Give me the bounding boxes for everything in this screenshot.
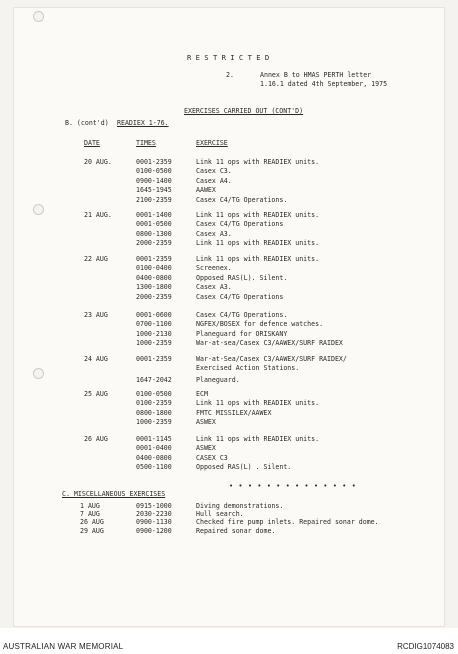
row-exercise: Casex C4/TG Operations <box>196 220 284 229</box>
row-time: 0700-1100 <box>136 320 172 329</box>
row-time: 1300-1800 <box>136 283 172 292</box>
row-exercise: Planeguard. <box>196 376 240 384</box>
punch-hole-middle <box>33 204 44 215</box>
misc-row-date: 7 AUG <box>80 510 100 519</box>
page-title: EXERCISES CARRIED OUT (CONT'D) <box>184 107 304 115</box>
row-date: 23 AUG <box>84 311 108 319</box>
row-exercise: Link 11 ops with READIEX units. <box>196 399 320 408</box>
row-time: 0001-1145 <box>136 435 172 443</box>
row-time: 0001-2359 <box>136 355 172 363</box>
footer-reference: RCDIG1074083 <box>397 642 454 651</box>
row-date: 26 AUG <box>84 435 108 443</box>
row-time: 0400-0800 <box>136 453 172 462</box>
row-exercise: Link 11 ops with READIEX units. <box>196 435 320 443</box>
row-date: 24 AUG <box>84 355 108 363</box>
row-exercise: ASWEX <box>196 418 216 427</box>
row-time: 0100-0500 <box>136 390 172 398</box>
misc-row-date: 1 AUG <box>80 502 100 510</box>
row-exercise: War-at-sea/Casex C3/AAWEX/SURF RAIDEX <box>196 339 343 348</box>
row-exercise: Screenex. <box>196 264 232 273</box>
misc-row-date: 26 AUG <box>80 518 104 527</box>
row-time: 1000-2130 <box>136 329 172 338</box>
row-exercise: Casex C4/TG Operations <box>196 292 284 301</box>
punch-hole-top <box>33 11 44 22</box>
misc-row-time: 2030-2230 <box>136 510 172 519</box>
row-time: 0001-2359 <box>136 255 172 263</box>
row-exercise: Casex A3. <box>196 283 232 292</box>
misc-row-exercise: Checked fire pump inlets. Repaired sonar dome. <box>196 518 379 527</box>
row-exercise: Casex C4/TG Operations. <box>196 311 288 319</box>
misc-row-date: 29 AUG <box>80 526 104 535</box>
row-time: 1000-2359 <box>136 418 172 427</box>
misc-row-exercise: Repaired sonar dome. <box>196 526 276 535</box>
row-exercise: NGFEX/BOSEX for defence watches. <box>196 320 324 329</box>
row-exercise: Casex C4/TG Operations. <box>196 195 288 204</box>
row-time: 0400-0800 <box>136 273 172 282</box>
row-time: 0900-1400 <box>136 176 172 185</box>
misc-row-time: 0900-1130 <box>136 518 172 527</box>
row-time: 0001-2359 <box>136 158 172 166</box>
row-exercise: CASEX C3 <box>196 453 228 462</box>
row-exercise: AAWEX <box>196 186 216 195</box>
section-c-title: C. MISCELLANEOUS EXERCISES <box>62 490 166 498</box>
row-exercise: Planeguard for ORISKANY <box>196 329 288 338</box>
row-exercise: ECM <box>196 390 208 398</box>
misc-row-time: 0900-1200 <box>136 526 172 535</box>
row-exercise: Link 11 ops with READIEX units. <box>196 211 320 219</box>
row-time: 2100-2359 <box>136 195 172 204</box>
row-time: 1000-2359 <box>136 339 172 348</box>
row-time: 0001-0600 <box>136 311 172 319</box>
row-date: 25 AUG <box>84 390 108 398</box>
row-time: 0800-1300 <box>136 229 172 238</box>
row-time: 0100-0500 <box>136 167 172 176</box>
misc-row-time: 0915-1000 <box>136 502 172 510</box>
archive-footer <box>0 628 458 654</box>
row-time: 1647-2042 <box>136 376 172 384</box>
classification-marking: R E S T R I C T E D <box>187 53 270 62</box>
row-exercise: Link 11 ops with READIEX units. <box>196 255 320 263</box>
row-date: 21 AUG. <box>84 211 112 219</box>
separator-dots: • • • • • • • • • • • • • • <box>229 482 357 490</box>
document-page <box>14 8 444 626</box>
row-exercise: Opposed RAS(L) . Silent. <box>196 463 292 472</box>
row-exercise: Casex C3. <box>196 167 232 176</box>
row-time: 0100-0400 <box>136 264 172 273</box>
row-exercise: ASWEX <box>196 444 216 453</box>
row-exercise: War-at-Sea/Casex C3/AAWEX/SURF RAIDEX/ <box>196 355 347 363</box>
misc-row-exercise: Diving demonstrations. <box>196 502 284 510</box>
row-time: 0500-1100 <box>136 463 172 472</box>
column-header-exercise: EXERCISE <box>196 139 228 147</box>
row-time: 0001-0400 <box>136 444 172 453</box>
row-exercise: FMTC MISSILEX/AAWEX <box>196 408 272 417</box>
row-exercise: Link 11 ops with READIEX units. <box>196 158 320 166</box>
misc-row-exercise: Hull search. <box>196 510 244 519</box>
column-header-date: DATE <box>84 139 100 147</box>
section-b-prefix: B. (cont'd) <box>65 119 109 127</box>
row-time: 0001-0500 <box>136 220 172 229</box>
row-exercise: Casex A3. <box>196 229 232 238</box>
section-b-name: READIEX 1-76. <box>117 119 169 127</box>
row-date: 22 AUG <box>84 255 108 263</box>
annex-reference: Annex B to HMAS PERTH letter <box>260 71 372 79</box>
row-time: 2000-2359 <box>136 292 172 301</box>
punch-hole-bottom <box>33 368 44 379</box>
row-time: 0800-1800 <box>136 408 172 417</box>
row-exercise: Casex A4. <box>196 176 232 185</box>
row-exercise: Opposed RAS(L). Silent. <box>196 273 288 282</box>
annex-date: 1.16.1 dated 4th September, 1975 <box>260 80 388 88</box>
column-header-times: TIMES <box>136 139 156 147</box>
row-date: 20 AUG. <box>84 158 112 166</box>
row-time: 0001-1400 <box>136 211 172 219</box>
page-number: 2. <box>226 71 234 79</box>
row-exercise: Link 11 ops with READIEX units. <box>196 239 320 248</box>
row-time: 2000-2359 <box>136 239 172 248</box>
footer-source: AUSTRALIAN WAR MEMORIAL <box>3 642 124 651</box>
row-time: 1645-1945 <box>136 186 172 195</box>
row-time: 0100-2359 <box>136 399 172 408</box>
row-exercise: Exercised Action Stations. <box>196 364 300 373</box>
